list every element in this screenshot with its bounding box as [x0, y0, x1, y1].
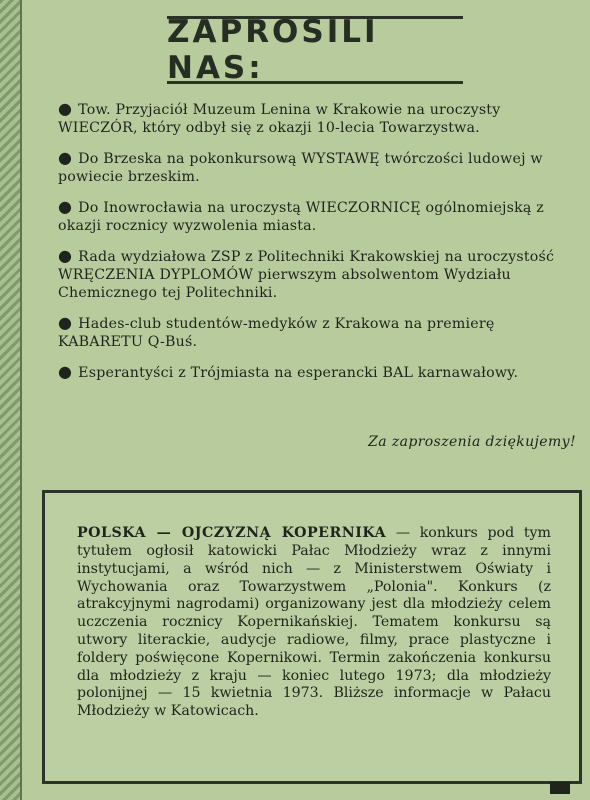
bullet-icon: ● — [58, 362, 73, 381]
list-item: ● Esperantyści z Trójmiasta na esperancki BAL karnawałowy. — [58, 362, 519, 381]
contest-notice-box — [42, 490, 582, 784]
left-margin-strip — [0, 0, 22, 800]
bullet-icon: ● — [58, 148, 73, 167]
title-frame — [167, 16, 463, 84]
article-page — [22, 0, 590, 800]
bullet-icon: ● — [58, 197, 73, 216]
contest-heading: POLSKA — OJCZYZNĄ KOPERNIKA — [77, 525, 387, 542]
list-item: ● Do Brzeska na pokonkursową WYSTAWĘ twórczości ludowej w powiecie brzeskim. — [58, 148, 543, 185]
page-corner-mark — [550, 782, 570, 794]
bullet-icon: ● — [58, 99, 73, 118]
list-item: ● Hades-club studentów-medyków z Krakowa na premierę KABARETU Q-Buś. — [58, 313, 495, 350]
list-item: ● Rada wydziałowa ZSP z Politechniki Krakowskiej na uroczystość WRĘCZENIA DYPLOMÓW pierwszym absolwentom Wydziału Chemicznego tej Politechniki. — [58, 246, 555, 301]
article-title: ZAPROSILI NAS: — [167, 14, 379, 86]
list-item: ● Tow. Przyjaciół Muzeum Lenina w Krakowie na uroczysty WIECZÓR, który odbył się z okazji 10-lecia Towarzystwa. — [58, 99, 501, 136]
list-item: ● Do Inowrocławia na uroczystą WIECZORNICĘ ogólnomiejską z okazji rocznicy wyzwolenia miasta. — [58, 197, 544, 234]
contest-body: — konkurs pod tym tytułem ogłosił katowicki Pałac Młodzieży wraz z innymi instytucjami, a wśród nich — z Ministerstwem Oświaty i Wychowania oraz Towarzystwem „Polonia". Konkurs (z atrakcyjnymi nagrodami) organizowany jest dla młodzieży celem uczczenia rocznicy Kopernikańskiej. Tematem konkursu są utwory literackie, audycje radiowe, filmy, prace plastyczne i foldery poświęcone Kopernikowi. Termin zakończenia konkursu dla młodzieży z kraju — koniec lutego 1973; dla młodzieży polonijnej — 15 kwietnia 1973. Bliższe informacje w Pałacu Młodzieży w Katowicach. — [77, 525, 551, 720]
contest-notice-text — [77, 525, 551, 721]
thanks-note: Za zaproszenia dziękujemy! — [368, 434, 576, 450]
bullet-icon: ● — [58, 246, 73, 265]
invitation-list — [58, 100, 578, 394]
bullet-icon: ● — [58, 313, 73, 332]
